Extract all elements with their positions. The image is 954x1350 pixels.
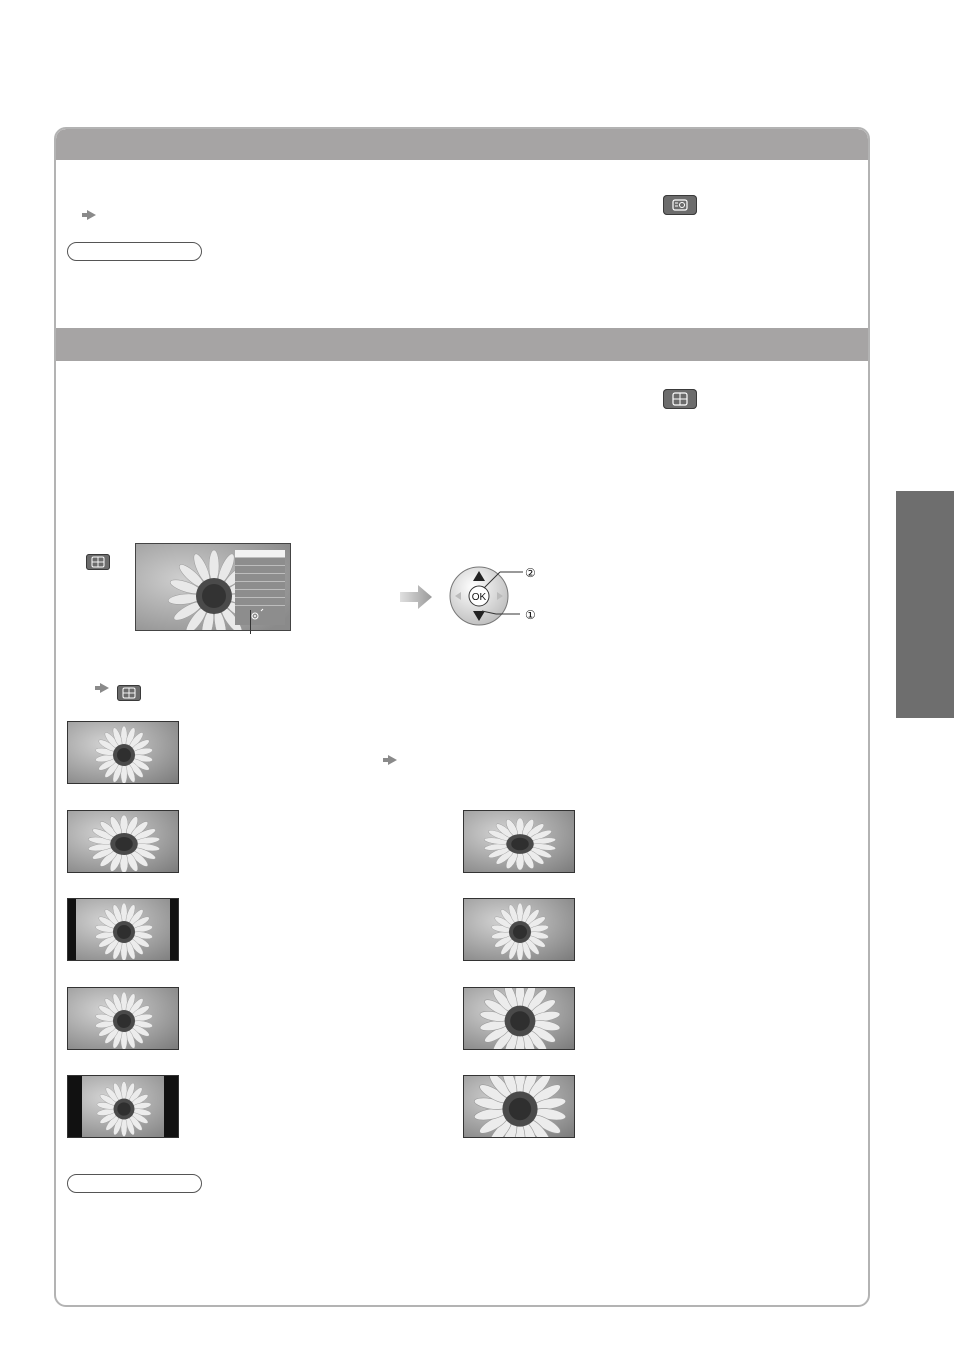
aspect-key-small-icon [86,554,110,570]
navigation-pad-icon [448,566,548,628]
info-key-icon [663,195,697,215]
aspect-mode-thumbnail [463,810,575,873]
svg-text:②: ② [525,566,536,580]
note-label-pill [67,242,202,261]
menu-row [235,590,285,598]
menu-help-icon [235,606,285,626]
arrow-right-icon [87,210,96,220]
menu-row-selected [235,550,285,558]
menu-row [235,582,285,590]
aspect-mode-thumbnail [67,810,179,873]
aspect-mode-thumbnail [463,1075,575,1138]
aspect-menu-panel [235,550,285,625]
arrow-right-icon [388,755,397,765]
step-arrow-icon [400,585,434,609]
pillar-box-right [170,899,178,960]
section-header-bar-aspect [56,328,868,361]
menu-row [235,558,285,566]
aspect-mode-thumbnail [463,898,575,961]
menu-row [235,566,285,574]
arrow-right-icon [100,683,109,693]
menu-row [235,598,285,606]
aspect-mode-thumbnail [67,721,179,784]
aspect-mode-thumbnail [67,898,179,961]
aspect-mode-thumbnail [463,987,575,1050]
aspect-mode-thumbnail [67,1075,179,1138]
aspect-menu-screen [135,543,291,631]
aspect-key-small-icon [117,685,141,701]
chapter-side-tab [896,491,954,718]
note-label-pill [67,1174,202,1193]
aspect-mode-thumbnail [67,987,179,1050]
pillar-box-right [164,1076,178,1137]
callout-line [250,610,251,634]
svg-text:OK: OK [471,592,487,603]
section-header-bar-top [56,129,868,160]
menu-row [235,574,285,582]
pillar-box-left [68,1076,82,1137]
pillar-box-left [68,899,76,960]
svg-text:①: ① [525,608,536,622]
aspect-key-icon [663,389,697,409]
